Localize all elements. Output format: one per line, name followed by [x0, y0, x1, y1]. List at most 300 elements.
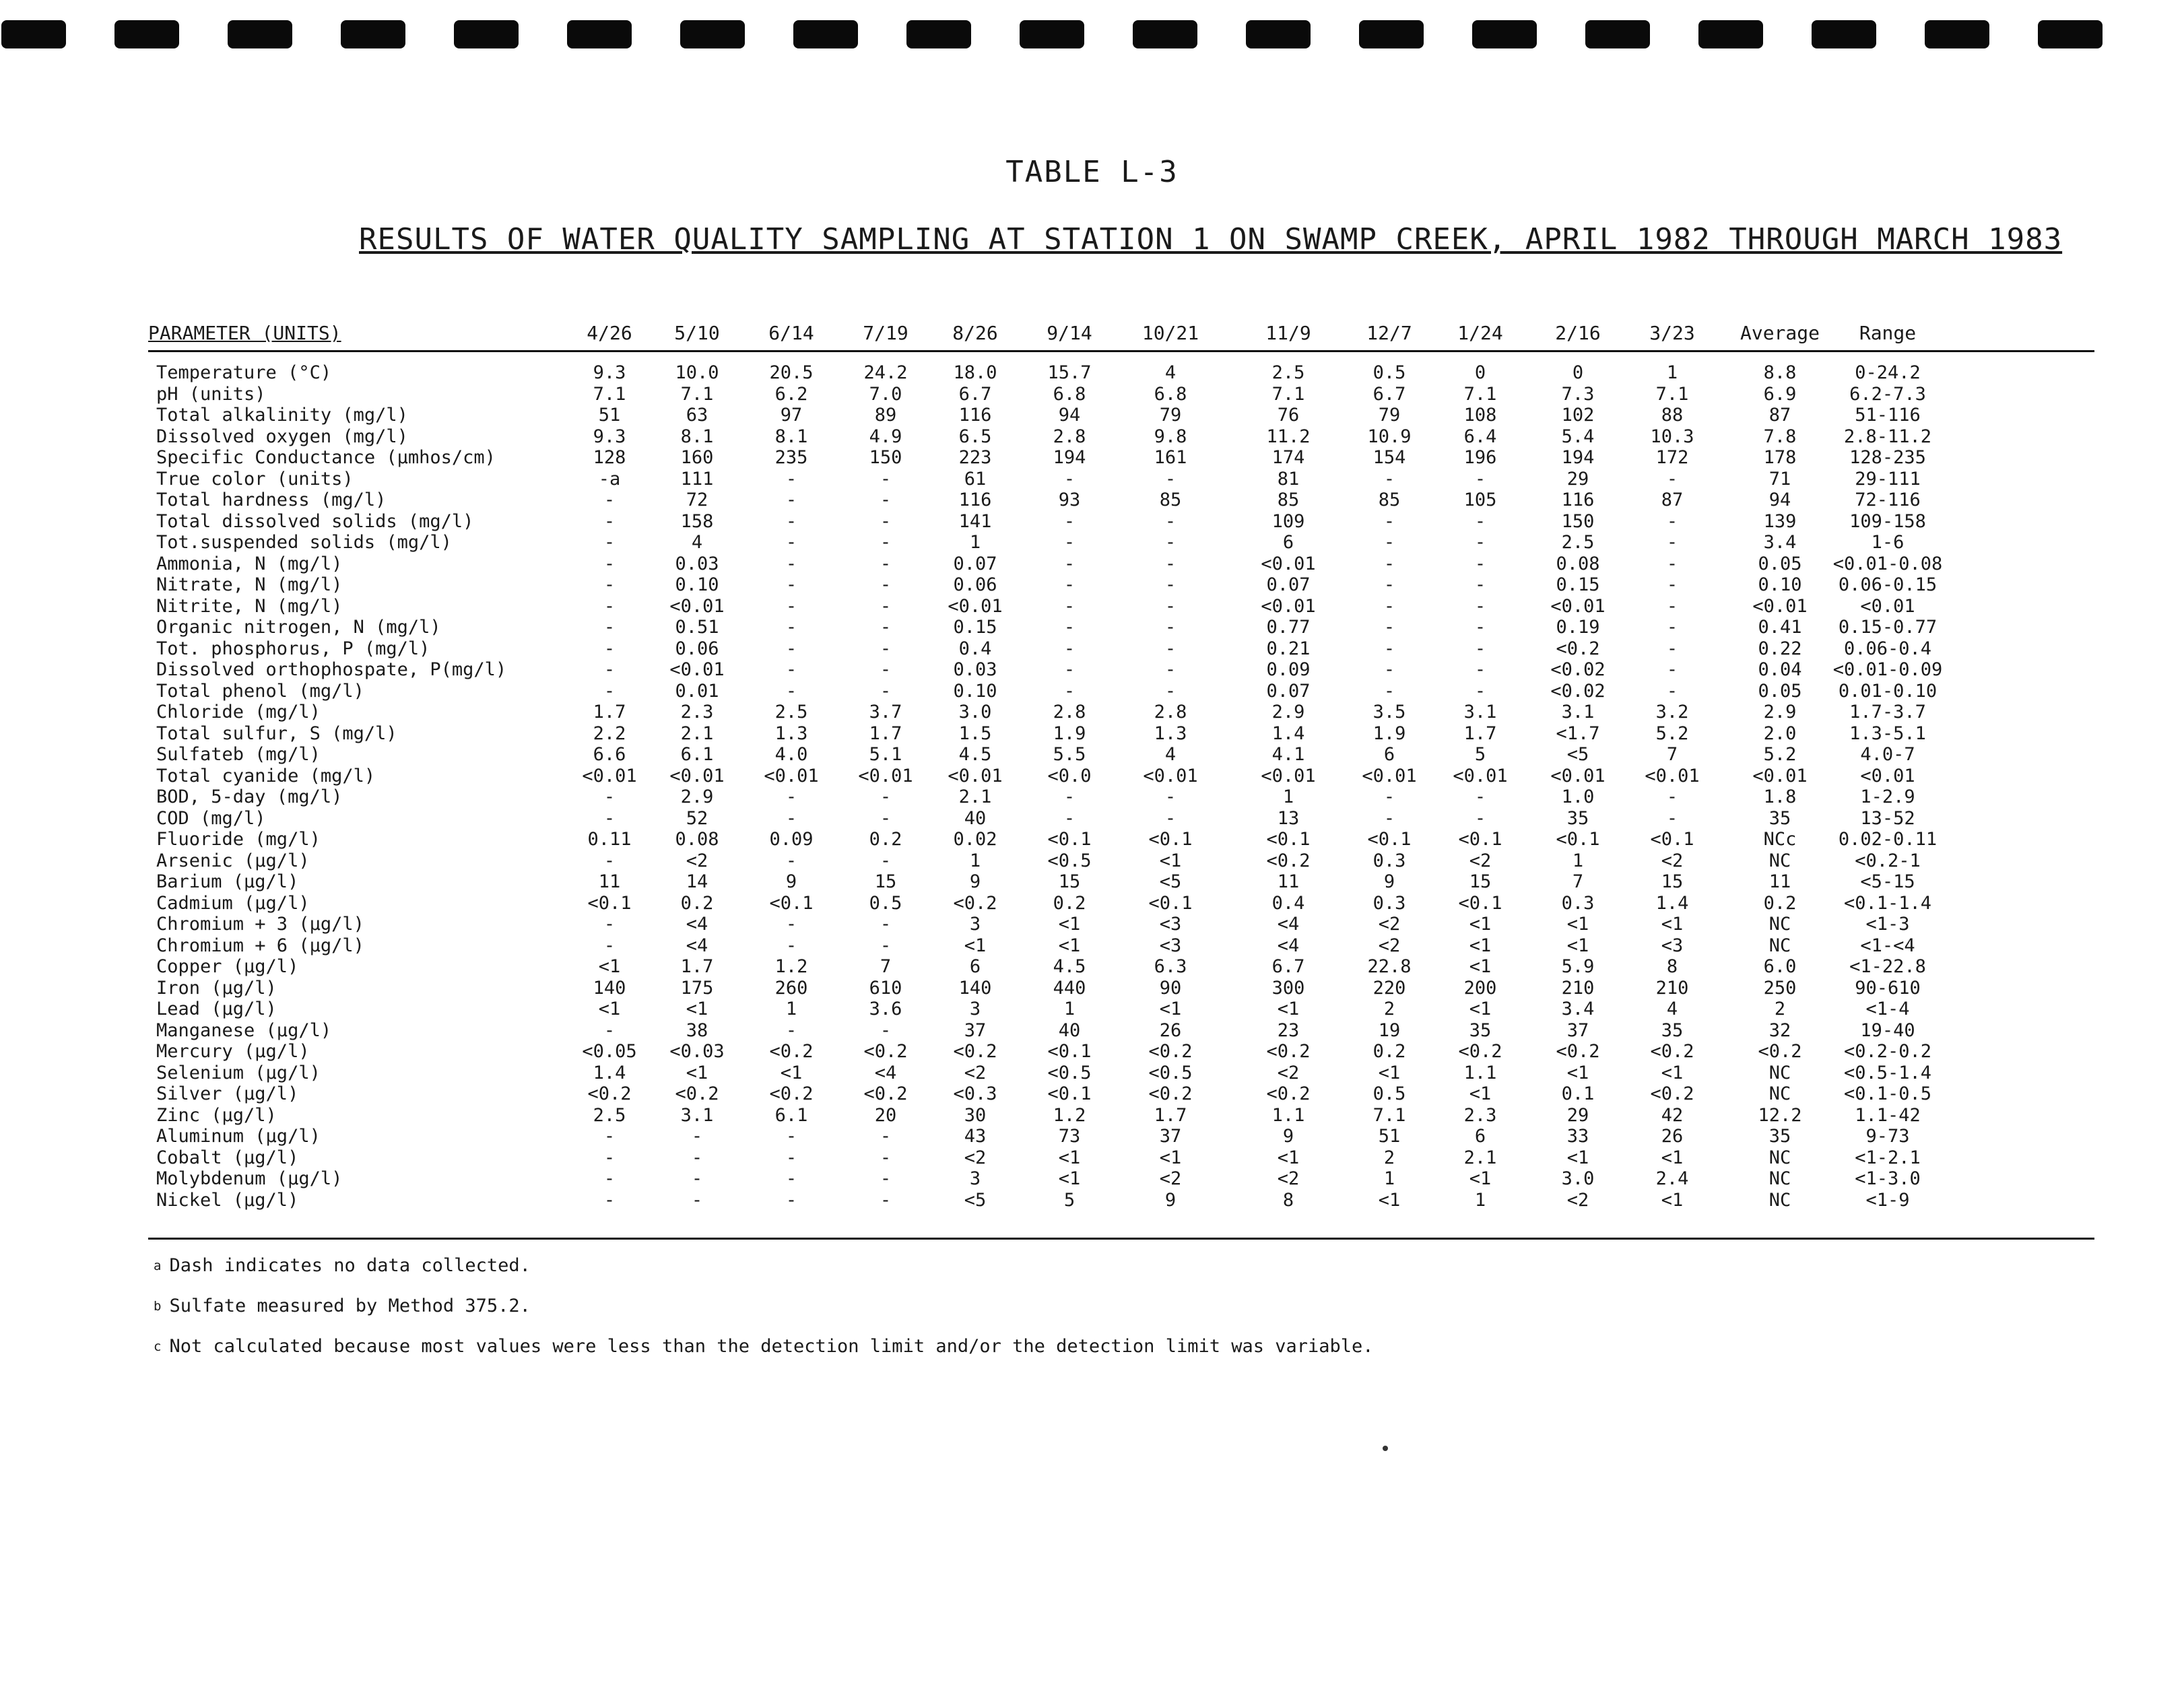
- table-cell: -: [880, 680, 892, 702]
- table-cell: <0.1: [1556, 829, 1600, 850]
- table-cell: -: [1164, 510, 1177, 532]
- table-cell: -: [785, 935, 797, 956]
- table-cell: <0.1: [1148, 829, 1193, 850]
- table-cell: 1: [1383, 1168, 1395, 1189]
- speck: [1383, 1446, 1388, 1451]
- table-cell: <0.1: [1148, 892, 1193, 914]
- table-cell: NC: [1768, 914, 1791, 935]
- table-cell: <0.2: [863, 1083, 908, 1104]
- table-row: [0, 1020, 2184, 1042]
- table-cell: <4: [874, 1062, 897, 1083]
- table-cell: -: [603, 1126, 616, 1147]
- table-cell: 235: [774, 447, 808, 468]
- parameter-label: Total dissolved solids (mg/l): [156, 510, 474, 532]
- table-cell: 1: [969, 532, 981, 553]
- parameter-label: Mercury (µg/l): [156, 1041, 310, 1062]
- table-cell: <0.2: [1148, 1083, 1193, 1104]
- table-cell: 6.6: [593, 744, 626, 765]
- table-cell: 4: [1666, 999, 1678, 1019]
- binder-hole-strip: [0, 20, 2184, 54]
- table-cell: -: [603, 574, 616, 595]
- footnote-text: Not calculated because most values were less than the detection limit and/or the detection limit was variable.: [169, 1336, 1374, 1357]
- table-cell: 116: [958, 490, 992, 510]
- table-cell: 3: [969, 999, 981, 1019]
- table-cell: 7.1: [1271, 383, 1305, 405]
- table-cell: 196: [1463, 447, 1497, 468]
- table-cell: -: [785, 617, 797, 638]
- table-cell: 154: [1372, 447, 1406, 468]
- table-cell: 79: [1159, 405, 1182, 426]
- binder-hole: [454, 20, 519, 48]
- table-cell: <0.2: [1556, 1041, 1600, 1062]
- table-cell: -: [1164, 574, 1177, 595]
- table-cell: 0-24.2: [1855, 362, 1921, 383]
- table-cell: 29: [1566, 468, 1589, 490]
- table-cell: <0.1: [1458, 829, 1502, 850]
- table-cell: -: [1063, 786, 1076, 807]
- table-cell: 9-73: [1865, 1126, 1910, 1147]
- table-cell: <0.01: [1261, 595, 1316, 617]
- parameter-label: Nickel (µg/l): [156, 1189, 299, 1211]
- parameter-label: Molybdenum (µg/l): [156, 1168, 343, 1189]
- table-cell: <1: [1159, 1147, 1182, 1168]
- table-cell: 1.7-3.7: [1849, 702, 1926, 722]
- parameter-label: Chloride (mg/l): [156, 702, 321, 722]
- table-cell: <1: [1469, 1083, 1492, 1104]
- table-cell: 2.5: [593, 1104, 626, 1126]
- parameter-label: Cobalt (µg/l): [156, 1147, 299, 1168]
- table-cell: 6.7: [1372, 383, 1406, 405]
- table-cell: -: [785, 1126, 797, 1147]
- table-cell: 0.09: [1266, 659, 1311, 680]
- table-cell: -: [1063, 659, 1076, 680]
- table-cell: <0.1-1.4: [1843, 892, 1932, 914]
- table-row: [0, 574, 2184, 596]
- table-cell: 2.9: [1763, 702, 1797, 722]
- table-row: [0, 617, 2184, 638]
- table-cell: 0.02-0.11: [1838, 829, 1938, 850]
- table-cell: <0.01: [858, 765, 913, 786]
- table-row: [0, 1126, 2184, 1147]
- table-cell: 160: [680, 447, 714, 468]
- table-cell: 3.7: [869, 702, 902, 722]
- table-cell: -: [1063, 617, 1076, 638]
- table-row: [0, 914, 2184, 935]
- table-cell: 116: [958, 405, 992, 426]
- parameter-label: Specific Conductance (µmhos/cm): [156, 447, 496, 468]
- table-cell: -: [1164, 659, 1177, 680]
- table-cell: 26: [1661, 1126, 1684, 1147]
- table-cell: 0.10: [1758, 574, 1802, 595]
- table-cell: 6.3: [1154, 956, 1187, 977]
- table-cell: <0.1: [587, 892, 632, 914]
- table-cell: 194: [1053, 447, 1086, 468]
- table-cell: 3.6: [869, 999, 902, 1019]
- table-cell: <0.01: [1362, 765, 1417, 786]
- table-cell: 15.7: [1047, 362, 1092, 383]
- table-cell: <0.01: [1752, 765, 1808, 786]
- table-cell: 2.8-11.2: [1843, 426, 1932, 447]
- table-cell: 0.3: [1372, 892, 1406, 914]
- parameter-label: Cadmium (µg/l): [156, 892, 310, 914]
- table-cell: 1.5: [958, 722, 992, 744]
- table-cell: 7.1: [1655, 383, 1689, 405]
- table-cell: 37: [964, 1019, 987, 1041]
- table-cell: <1: [1469, 999, 1492, 1019]
- table-cell: <0.01: [948, 595, 1003, 617]
- table-cell: -: [785, 786, 797, 807]
- table-cell: 52: [686, 807, 708, 829]
- table-cell: 150: [869, 447, 902, 468]
- parameter-label: Tot. phosphorus, P (mg/l): [156, 638, 430, 659]
- table-cell: 5.4: [1561, 426, 1595, 447]
- table-cell: <0.2: [1266, 850, 1311, 871]
- table-cell: 18.0: [953, 362, 997, 383]
- table-cell: 1.3: [774, 722, 808, 744]
- table-cell: -: [1063, 638, 1076, 659]
- table-cell: 88: [1661, 405, 1684, 426]
- table-cell: 2.3: [680, 702, 714, 722]
- table-cell: <1: [1058, 914, 1081, 935]
- table-cell: <0.01: [1261, 765, 1316, 786]
- table-cell: 4.9: [869, 426, 902, 447]
- table-cell: -: [785, 595, 797, 617]
- table-cell: <1: [1661, 1147, 1684, 1168]
- table-cell: -: [880, 1019, 892, 1041]
- table-cell: 2.5: [1561, 532, 1595, 553]
- table-cell: 2.0: [1763, 722, 1797, 744]
- table-cell: 0.41: [1758, 617, 1802, 638]
- table-cell: 440: [1053, 977, 1086, 999]
- parameter-label: COD (mg/l): [156, 807, 266, 829]
- table-cell: 0.5: [1372, 362, 1406, 383]
- table-cell: -: [880, 914, 892, 935]
- table-row: [0, 532, 2184, 553]
- table-cell: <2: [964, 1147, 987, 1168]
- table-cell: -: [880, 850, 892, 871]
- table-cell: <0.01: [1453, 765, 1508, 786]
- table-cell: <0.2: [1266, 1083, 1311, 1104]
- table-cell: 260: [774, 977, 808, 999]
- table-cell: 30: [964, 1104, 987, 1126]
- table-cell: <1: [780, 1062, 803, 1083]
- table-cell: 15: [1661, 871, 1684, 892]
- table-row: [0, 702, 2184, 723]
- table-cell: <1-3.0: [1855, 1168, 1921, 1189]
- table-cell: -: [1666, 680, 1678, 702]
- table-cell: 73: [1058, 1126, 1081, 1147]
- table-cell: NC: [1768, 1083, 1791, 1104]
- table-cell: 87: [1661, 490, 1684, 510]
- table-cell: <2: [1378, 914, 1401, 935]
- table-cell: 42: [1661, 1104, 1684, 1126]
- table-cell: -: [1063, 510, 1076, 532]
- table-cell: 6: [1282, 532, 1294, 553]
- table-cell: 109-158: [1849, 510, 1926, 532]
- table-cell: 1: [1282, 786, 1294, 807]
- table-cell: 223: [958, 447, 992, 468]
- table-cell: 0.5: [1372, 1083, 1406, 1104]
- table-cell: <0.2: [769, 1083, 814, 1104]
- header-col: 2/16: [1555, 322, 1601, 344]
- table-cell: -: [880, 638, 892, 659]
- table-cell: <2: [1661, 850, 1684, 871]
- table-cell: 1: [1666, 362, 1678, 383]
- table-cell: 4: [1164, 744, 1177, 765]
- table-cell: 1.9: [1053, 722, 1086, 744]
- table-row: [0, 659, 2184, 681]
- table-cell: 23: [1277, 1019, 1300, 1041]
- parameter-label: Barium (µg/l): [156, 871, 299, 892]
- table-cell: 158: [680, 510, 714, 532]
- table-row: [0, 1168, 2184, 1190]
- table-cell: 3.0: [1561, 1168, 1595, 1189]
- table-cell: <0.01: [948, 765, 1003, 786]
- table-cell: <0.01: [582, 765, 637, 786]
- table-cell: 35: [1768, 807, 1791, 829]
- table-cell: 33: [1566, 1126, 1589, 1147]
- table-cell: NC: [1768, 850, 1791, 871]
- table-cell: <0.01: [1860, 765, 1915, 786]
- table-cell: 6.9: [1763, 383, 1797, 405]
- table-cell: 8: [1666, 956, 1678, 977]
- table-row: [0, 1105, 2184, 1126]
- table-cell: 4.1: [1271, 744, 1305, 765]
- table-cell: -: [1474, 468, 1486, 490]
- table-cell: 90: [1159, 977, 1182, 999]
- table-cell: 3.4: [1561, 999, 1595, 1019]
- table-row: [0, 893, 2184, 914]
- table-row: [0, 384, 2184, 405]
- table-cell: 250: [1763, 977, 1797, 999]
- table-cell: <1: [1469, 935, 1492, 956]
- table-cell: 51: [1378, 1126, 1401, 1147]
- table-cell: 1.1: [1271, 1104, 1305, 1126]
- table-cell: <1-4: [1865, 999, 1910, 1019]
- table-cell: 29: [1566, 1104, 1589, 1126]
- table-cell: 3.0: [958, 702, 992, 722]
- table-cell: -: [1164, 786, 1177, 807]
- binder-hole: [906, 20, 971, 48]
- table-cell: <0.01: [669, 659, 725, 680]
- table-cell: -: [880, 1189, 892, 1211]
- table-cell: <0.01-0.08: [1832, 553, 1943, 574]
- table-cell: 63: [686, 405, 708, 426]
- table-cell: 2.3: [1463, 1104, 1497, 1126]
- table-cell: 43: [964, 1126, 987, 1147]
- footnote: [154, 1293, 1635, 1333]
- table-cell: 0.01: [675, 680, 719, 702]
- table-cell: 5.5: [1053, 744, 1086, 765]
- table-cell: 2: [1383, 999, 1395, 1019]
- table-cell: 0.10: [953, 680, 997, 702]
- table-cell: -: [1063, 595, 1076, 617]
- table-cell: <1-9: [1865, 1189, 1910, 1211]
- table-cell: <5-15: [1860, 871, 1915, 892]
- table-cell: 0.2: [1763, 892, 1797, 914]
- table-cell: -: [785, 638, 797, 659]
- table-cell: <0.01: [1550, 595, 1606, 617]
- table-cell: 2.5: [1271, 362, 1305, 383]
- table-cell: <1: [1277, 999, 1300, 1019]
- table-cell: 11: [598, 871, 621, 892]
- table-cell: 6: [1474, 1126, 1486, 1147]
- table-cell: -: [785, 553, 797, 574]
- table-row: [0, 850, 2184, 872]
- table-cell: 1.7: [680, 956, 714, 977]
- table-cell: -: [880, 1147, 892, 1168]
- table-cell: -: [785, 1147, 797, 1168]
- table-cell: 1.4: [1271, 722, 1305, 744]
- table-cell: 13: [1277, 807, 1300, 829]
- table-cell: -: [1383, 553, 1395, 574]
- table-cell: <0.2: [953, 1041, 997, 1062]
- binder-hole: [1, 20, 66, 48]
- table-cell: <0.2: [1650, 1041, 1694, 1062]
- table-cell: <1: [1566, 1147, 1589, 1168]
- table-cell: 0.15: [953, 617, 997, 638]
- table-cell: <1: [686, 999, 708, 1019]
- table-cell: 0.06: [953, 574, 997, 595]
- table-cell: <0.01: [1752, 595, 1808, 617]
- table-row: [0, 956, 2184, 978]
- table-cell: 20: [874, 1104, 897, 1126]
- table-cell: <4: [1277, 914, 1300, 935]
- table-cell: <1: [598, 956, 621, 977]
- table-cell: 220: [1372, 977, 1406, 999]
- table-cell: 90-610: [1855, 977, 1921, 999]
- table-cell: 0.06-0.15: [1838, 574, 1938, 595]
- table-cell: -: [603, 1189, 616, 1211]
- table-cell: <0.01: [669, 595, 725, 617]
- table-cell: -: [880, 553, 892, 574]
- table-row: [0, 447, 2184, 469]
- header-col-range: Range: [1859, 322, 1917, 344]
- table-cell: 7.8: [1763, 426, 1797, 447]
- table-cell: 3: [969, 914, 981, 935]
- table-cell: <0.2: [675, 1083, 719, 1104]
- parameter-label: Total alkalinity (mg/l): [156, 405, 408, 426]
- table-cell: 128: [593, 447, 626, 468]
- table-cell: 6.1: [774, 1104, 808, 1126]
- table-cell: 7: [1572, 871, 1584, 892]
- binder-hole: [793, 20, 858, 48]
- table-cell: -: [1474, 786, 1486, 807]
- table-cell: <1: [1058, 1147, 1081, 1168]
- table-cell: 6: [969, 956, 981, 977]
- table-cell: 0.15-0.77: [1838, 617, 1938, 638]
- table-cell: <0.01: [1860, 595, 1915, 617]
- table-cell: 116: [1561, 490, 1595, 510]
- binder-hole: [1698, 20, 1763, 48]
- table-cell: NCc: [1763, 829, 1797, 850]
- table-cell: -: [785, 490, 797, 510]
- table-cell: 0.08: [675, 829, 719, 850]
- table-cell: -: [1063, 553, 1076, 574]
- table-cell: -: [1474, 574, 1486, 595]
- table-cell: 76: [1277, 405, 1300, 426]
- table-cell: 1.3-5.1: [1849, 722, 1926, 744]
- table-cell: 300: [1271, 977, 1305, 999]
- binder-hole: [1472, 20, 1537, 48]
- table-cell: -: [785, 807, 797, 829]
- table-cell: -: [603, 595, 616, 617]
- header-col: 12/7: [1366, 322, 1412, 344]
- table-cell: -: [603, 659, 616, 680]
- table-cell: 0.11: [587, 829, 632, 850]
- table-cell: 4: [1164, 362, 1177, 383]
- header-col: 8/26: [952, 322, 998, 344]
- table-cell: 0.4: [1271, 892, 1305, 914]
- binder-hole: [1925, 20, 1989, 48]
- table-cell: 1.4: [1655, 892, 1689, 914]
- table-cell: 9.3: [593, 362, 626, 383]
- table-cell: <0.2: [1148, 1041, 1193, 1062]
- table-cell: <0.01: [669, 765, 725, 786]
- table-bottom-rule: [148, 1238, 2094, 1240]
- table-row: [0, 681, 2184, 702]
- table-cell: 0.08: [1556, 553, 1600, 574]
- table-cell: 0.09: [769, 829, 814, 850]
- table-cell: <0.2: [1650, 1083, 1694, 1104]
- table-cell: 4.5: [1053, 956, 1086, 977]
- header-rule: [148, 350, 2094, 352]
- parameter-label: Total hardness (mg/l): [156, 490, 387, 510]
- table-cell: 1.8: [1763, 786, 1797, 807]
- table-cell: 1.7: [1154, 1104, 1187, 1126]
- table-cell: <0.1: [1650, 829, 1694, 850]
- table-cell: <1: [1159, 850, 1182, 871]
- header-col: 4/26: [587, 322, 632, 344]
- table-cell: 35: [1566, 807, 1589, 829]
- binder-hole: [114, 20, 179, 48]
- table-row: [0, 829, 2184, 850]
- table-cell: 7.1: [1372, 1104, 1406, 1126]
- table-cell: 0.03: [953, 659, 997, 680]
- table-cell: -: [691, 1126, 703, 1147]
- table-cell: 94: [1768, 490, 1791, 510]
- table-cell: 7.1: [593, 383, 626, 405]
- parameter-label: Total phenol (mg/l): [156, 680, 364, 702]
- table-row: [0, 426, 2184, 448]
- table-cell: 15: [874, 871, 897, 892]
- table-cell: 0.2: [869, 829, 902, 850]
- table-cell: -: [603, 1147, 616, 1168]
- table-cell: -: [1383, 807, 1395, 829]
- table-cell: 24.2: [863, 362, 908, 383]
- parameter-label: Selenium (µg/l): [156, 1062, 321, 1083]
- table-row: [0, 469, 2184, 490]
- table-cell: <0.02: [1550, 680, 1606, 702]
- table-cell: -: [1164, 532, 1177, 553]
- table-cell: -: [785, 680, 797, 702]
- table-cell: 4.0: [774, 744, 808, 765]
- table-cell: -: [785, 659, 797, 680]
- parameter-label: Zinc (µg/l): [156, 1104, 277, 1126]
- table-cell: 4.0-7: [1860, 744, 1915, 765]
- table-cell: 12.2: [1758, 1104, 1802, 1126]
- table-cell: 29-111: [1855, 468, 1921, 490]
- table-cell: <5: [1159, 871, 1182, 892]
- table-cell: 9: [1164, 1189, 1177, 1211]
- table-cell: 0.3: [1372, 850, 1406, 871]
- table-cell: -: [691, 1189, 703, 1211]
- table-cell: -: [1164, 468, 1177, 490]
- table-cell: -: [1063, 532, 1076, 553]
- table-cell: 178: [1763, 447, 1797, 468]
- table-cell: -: [880, 659, 892, 680]
- parameter-label: Manganese (µg/l): [156, 1019, 332, 1041]
